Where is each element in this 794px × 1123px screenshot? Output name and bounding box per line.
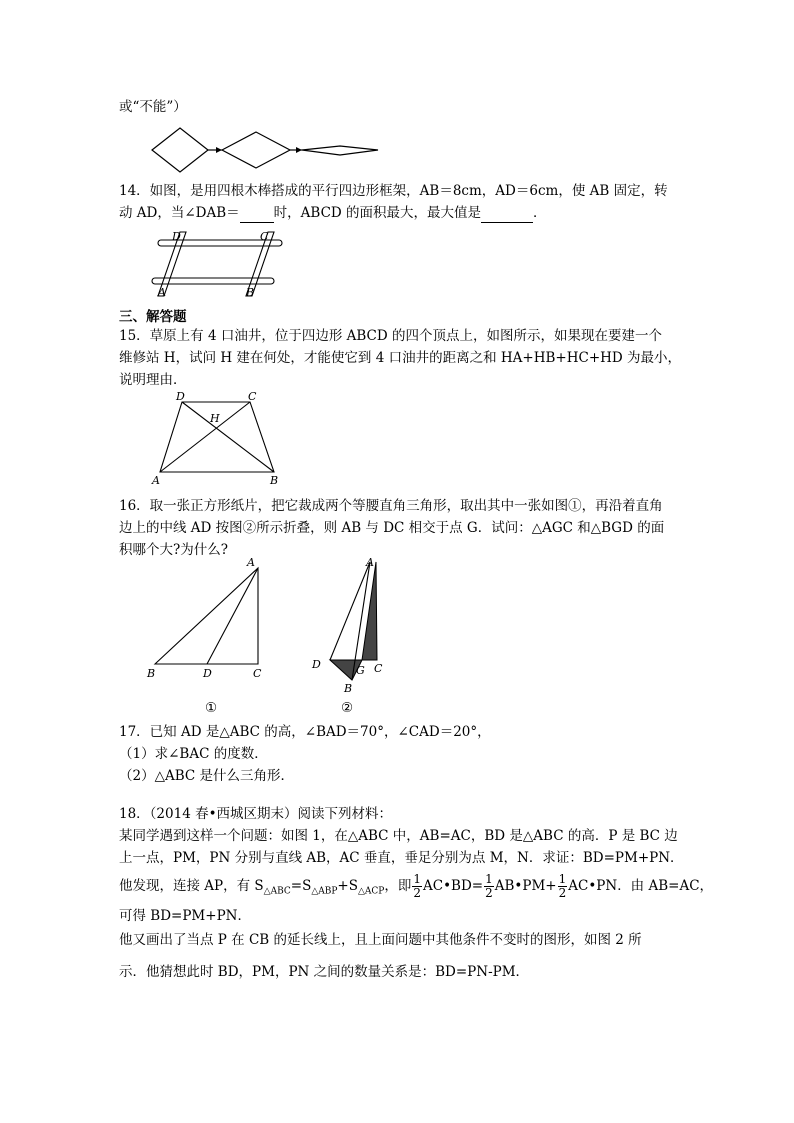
fraction-half: [484, 873, 494, 900]
subscript: △ABC: [263, 886, 291, 897]
q18-line5: 可得 BD=PM+PN．: [119, 908, 251, 924]
parallelogram-sticks-figure: [150, 230, 290, 298]
q18-line3: 上一点，PM，PN 分别与直线 AB，AC 垂直，垂足分别为点 M，N．求证：BD=PM+PN．: [119, 850, 684, 866]
q16-line3: 积哪个大?为什么?: [119, 542, 228, 558]
label-C: C: [253, 667, 262, 680]
q16-line2: 边上的中线 AD 按图②所示折叠，则 AB 与 DC 相交于点 G．试问：△AGC 和△BGD 的面: [119, 520, 665, 536]
label-A: A: [158, 286, 166, 299]
figure-caption-1: ①: [205, 700, 218, 716]
label-D: D: [203, 667, 212, 680]
label-C: C: [248, 390, 257, 403]
label-B: B: [344, 682, 353, 695]
label-C: C: [374, 662, 383, 675]
q17-line3: （2）△ABC 是什么三角形．: [119, 768, 295, 784]
subscript: △ACP: [357, 886, 385, 897]
fraction-half: [558, 873, 568, 900]
q18-line7: 示．他猜想此时 BD，PM，PN 之间的数量关系是：BD=PN-PM．: [119, 964, 530, 980]
text-segment: AB•PM+: [494, 878, 557, 894]
q18-line6: 他又画出了当点 P 在 CB 的延长线上，且上面问题中其他条件不变时的图形，如图 2 所: [119, 932, 642, 948]
label-A: A: [152, 474, 160, 487]
label-A: A: [366, 556, 374, 569]
text-segment: +S: [337, 878, 358, 894]
text-segment: =S: [290, 878, 312, 894]
label-B: B: [270, 474, 279, 487]
section-title: 三、解答题: [119, 309, 187, 325]
q14-line2-a: 动 AD，当∠DAB＝: [119, 205, 240, 221]
denominator: 2: [558, 886, 567, 900]
label-A: A: [247, 556, 255, 569]
text-segment: 他发现，连接 AP，有 S: [119, 878, 264, 894]
q17-line2: （1）求∠BAC 的度数．: [119, 746, 268, 762]
folded-triangle-figure-2: [308, 556, 398, 696]
q14-line2: [119, 203, 547, 223]
text-segment: AC•PN．由 AB=AC，: [568, 878, 714, 894]
answer-blank-area: [481, 208, 533, 223]
q14-line2-b: 时，ABCD 的面积最大，最大值是: [273, 205, 482, 221]
q15-line1: 15．草原上有 4 口油井，位于四边形 ABCD 的四个顶点上，如图所示，如果现在要建一个: [119, 328, 663, 344]
figure-caption-2: ②: [341, 700, 354, 716]
text-segment: AC•BD=: [423, 878, 484, 894]
label-D: D: [312, 658, 321, 671]
q18-line1: 18．（2014 春•西城区期末）阅读下列材料：: [119, 806, 393, 822]
q18-line4: [119, 872, 713, 906]
label-D: D: [176, 390, 185, 403]
denominator: 2: [413, 886, 421, 900]
numerator: 1: [558, 872, 567, 886]
q14-line2-c: ．: [533, 205, 547, 221]
fraction-half: [412, 873, 422, 900]
label-H: H: [210, 412, 220, 425]
q15-line3: 说明理由．: [119, 372, 187, 388]
label-D: D: [172, 230, 181, 243]
numerator: 1: [413, 872, 421, 886]
q14-line1: 14．如图，是用四根木棒搭成的平行四边形框架，AB＝8cm，AD＝6cm，使 AB 固定，转: [119, 183, 668, 199]
subscript: △ABP: [311, 886, 338, 897]
label-G: G: [356, 664, 365, 677]
q17-line1: 17．已知 AD 是△ABC 的高，∠BAD＝70°，∠CAD＝20°，: [119, 724, 491, 740]
text-segment: ，即: [384, 878, 412, 894]
rhombus-sequence-figure: [150, 126, 382, 176]
label-C: C: [260, 230, 269, 243]
q16-line1: 16．取一张正方形纸片，把它裁成两个等腰直角三角形，取出其中一张如图①，再沿着直角: [119, 498, 663, 514]
right-triangle-figure-1: [145, 556, 275, 680]
q18-line2: 某同学遇到这样一个问题：如图 1，在△ABC 中，AB=AC，BD 是△ABC 的高．P 是 BC 边: [119, 828, 678, 844]
label-B: B: [147, 667, 156, 680]
answer-blank-angle: [240, 208, 274, 223]
denominator: 2: [485, 886, 493, 900]
label-B: B: [246, 286, 255, 299]
q15-line2: 维修站 H，试问 H 建在何处，才能使它到 4 口油井的距离之和 HA+HB+HC+HD 为最小，: [119, 350, 682, 366]
q13-tail-text: 或“不能”）: [119, 99, 187, 115]
numerator: 1: [485, 872, 493, 886]
quadrilateral-oil-wells-figure: [150, 392, 290, 488]
